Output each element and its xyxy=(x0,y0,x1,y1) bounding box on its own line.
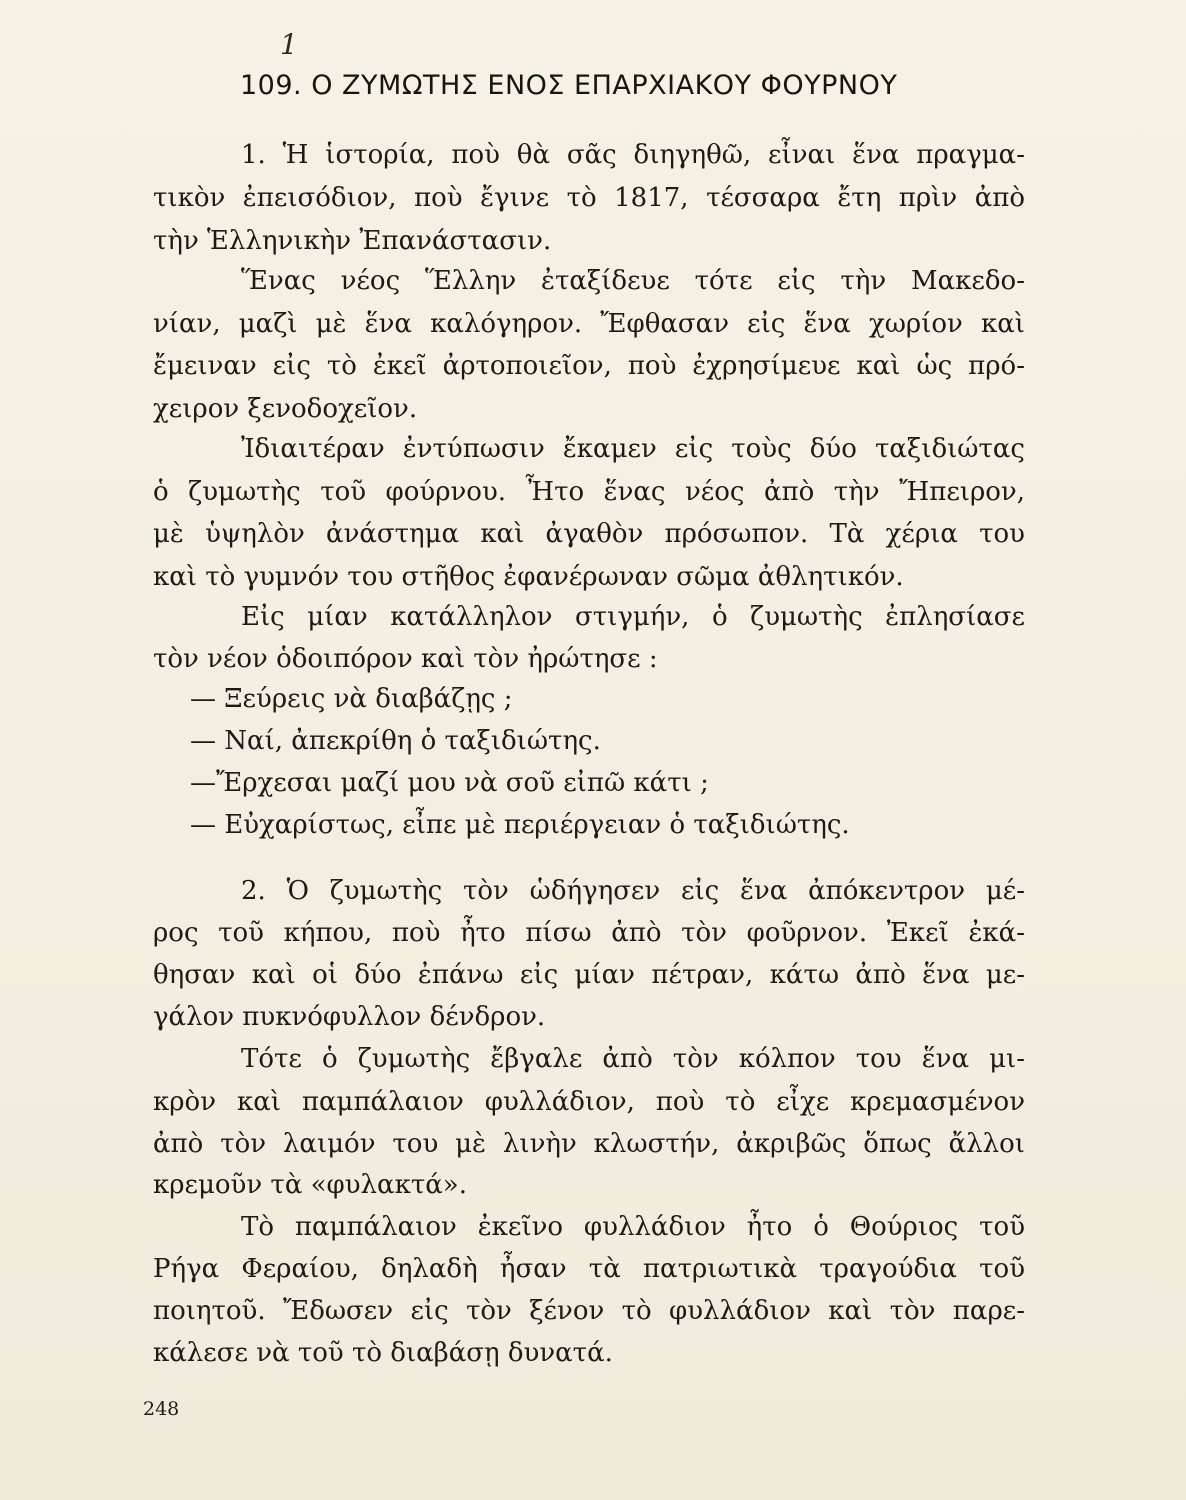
text-line: τὴν Ἑλληνικὴν Ἐπανάστασιν. xyxy=(153,226,552,256)
text-line: κρεμοῦν τὰ «φυλακτά». xyxy=(153,1170,467,1200)
text-line: θησαν καὶ οἱ δύο ἐπάνω εἰς μίαν πέτραν, κάτω ἀπὸ ἕνα με- xyxy=(153,960,1025,990)
dialogue-line: — Εὐχαρίστως, εἶπε μὲ περιέργειαν ὁ ταξιδιώτης. xyxy=(190,810,850,840)
text-line: Ρήγα Φεραίου, δηλαδὴ ἦσαν τὰ πατριωτικὰ τραγούδια τοῦ xyxy=(153,1254,1025,1284)
text-line: νίαν, μαζὶ μὲ ἕνα καλόγηρον. Ἔφθασαν εἰς ἕνα χωρίον καὶ xyxy=(153,309,1025,339)
text-line: 2. Ὁ ζυμωτὴς τὸν ὡδήγησεν εἰς ἕνα ἀπόκεντρον μέ- xyxy=(241,876,1025,906)
dialogue-line: —Ἔρχεσαι μαζί μου νὰ σοῦ εἰπῶ κάτι ; xyxy=(190,768,709,798)
text-line: χειρον ξενοδοχεῖον. xyxy=(153,394,418,424)
text-line: Τὸ παμπάλαιον ἐκεῖνο φυλλάδιον ἦτο ὁ Θούριος τοῦ xyxy=(241,1212,1025,1242)
text-line: Εἰς μίαν κατάλληλον στιγμήν, ὁ ζυμωτὴς ἐπλησίασε xyxy=(241,602,1025,632)
text-line: μὲ ὑψηλὸν ἀνάστημα καὶ ἀγαθὸν πρόσωπον. Τὰ χέρια του xyxy=(153,519,1025,549)
text-line: Τότε ὁ ζυμωτὴς ἔβγαλε ἀπὸ τὸν κόλπον του ἕνα μι- xyxy=(241,1044,1025,1074)
text-line: ἀπὸ τὸν λαιμόν του μὲ λινὴν κλωστήν, ἀκριβῶς ὅπως ἄλλοι xyxy=(153,1129,1025,1159)
text-line: ποιητοῦ. Ἔδωσεν εἰς τὸν ξένον τὸ φυλλάδιον καὶ τὸν παρε- xyxy=(153,1296,1025,1326)
dialogue-line: — Ξεύρεις νὰ διαβάζῃς ; xyxy=(190,684,513,714)
text-line: κάλεσε νὰ τοῦ τὸ διαβάσῃ δυνατά. xyxy=(153,1338,613,1368)
text-line: ρος τοῦ κήπου, ποὺ ἦτο πίσω ἀπὸ τὸν φοῦρνον. Ἐκεῖ ἐκά- xyxy=(153,918,1025,948)
text-line: ὁ ζυμωτὴς τοῦ φούρνου. Ἦτο ἕνας νέος ἀπὸ τὴν Ἤπειρον, xyxy=(153,477,1025,507)
text-line: κρὸν καὶ παμπάλαιον φυλλάδιον, ποὺ τὸ εἶχε κρεμασμένον xyxy=(153,1087,1025,1117)
chapter-title: 109. Ο ΖΥΜΩΤΗΣ ΕΝΟΣ ΕΠΑΡΧΙΑΚΟΥ ΦΟΥΡΝΟΥ xyxy=(240,70,898,101)
page-number: 248 xyxy=(143,1398,180,1420)
text-line: τὸν νέον ὁδοιπόρον καὶ τὸν ἠρώτησε : xyxy=(153,644,658,674)
text-line: 1. Ἡ ἱστορία, ποὺ θὰ σᾶς διηγηθῶ, εἶναι ἕνα πραγμα- xyxy=(241,140,1025,170)
text-line: Ἕνας νέος Ἕλλην ἐταξίδευε τότε εἰς τὴν Μακεδο- xyxy=(241,266,1025,296)
text-line: γάλον πυκνόφυλλον δένδρον. xyxy=(153,1002,546,1032)
pencil-mark: 1 xyxy=(280,28,298,61)
text-line: Ἰδιαιτέραν ἐντύπωσιν ἔκαμεν εἰς τοὺς δύο ταξιδιώτας xyxy=(241,434,1025,464)
text-line: καὶ τὸ γυμνόν του στῆθος ἐφανέρωναν σῶμα ἀθλητικόν. xyxy=(153,562,904,592)
text-line: τικὸν ἐπεισόδιον, ποὺ ἔγινε τὸ 1817, τέσσαρα ἔτη πρὶν ἀπὸ xyxy=(153,183,1025,213)
text-line: ἔμειναν εἰς τὸ ἐκεῖ ἀρτοποιεῖον, ποὺ ἐχρησίμευε καὶ ὡς πρό- xyxy=(153,351,1025,381)
dialogue-line: — Ναί, ἀπεκρίθη ὁ ταξιδιώτης. xyxy=(190,726,601,756)
